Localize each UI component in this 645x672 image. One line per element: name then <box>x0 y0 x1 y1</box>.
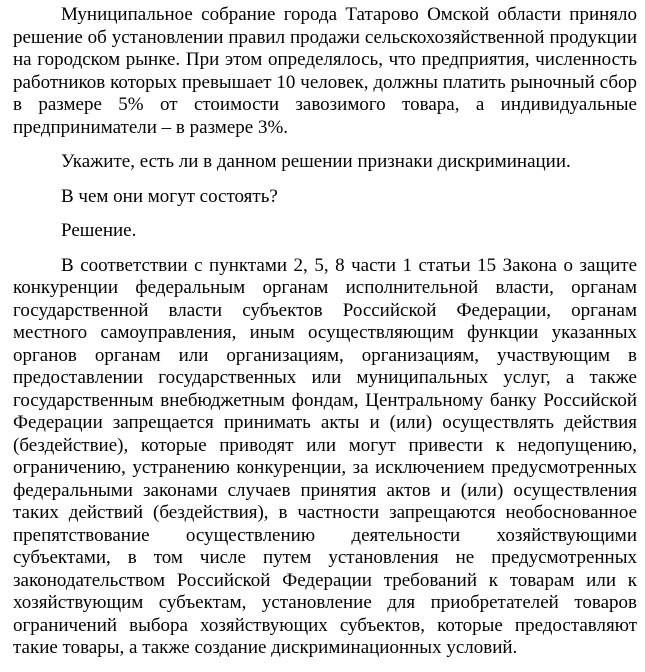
solution-paragraph: В соответствии с пунктами 2, 5, 8 части 1 статьи 15 Закона о защите конкуренции федеральным органам исполнительной власти, органам государственной власти субъектов Российской Федерации, органам местного самоуправления, иным осуществляющим функции указанных органов органам или организациям, организациям, участвующим в предоставлении государственных или муниципальных услуг, а также государственным внебюджетным фондам, Центральному банку Российской Федерации запрещается принимать акты и (или) осуществлять действия (бездействие), которые приводят или могут привести к недопущению, ограничению, устранению конкуренции, за исключением предусмотренных федеральными законами случаев принятия актов и (или) осуществления таких действий (бездействия), в частности запрещаются необоснованное препятствование осуществлению деятельности хозяйствующими субъектами, в том числе путем установления не предусмотренных законодательством Российской Федерации требований к товарам или к хозяйствующим субъектам, установление для приобретателей товаров ограничений выбора хозяйствующих субъектов, которые предоставляют такие товары, а также создание дискриминационных условий. <box>13 254 637 658</box>
document-page <box>13 4 637 660</box>
problem-statement-paragraph: Муниципальное собрание города Татарово Омской области приняло решение об установлении правил продажи сельскохозяйственной продукции на городском рынке. При этом определялось, что предприятия, численность работников которых превышает 10 человек, должны платить рыночный сбор в размере 5% от стоимости завозимого товара, а индивидуальные предприниматели – в размере 3%. <box>13 4 637 138</box>
solution-heading: Решение. <box>61 220 137 241</box>
question-what-consists: В чем они могут состоять? <box>61 185 278 207</box>
question-discrimination: Укажите, есть ли в данном решении признаки дискриминации. <box>61 151 571 172</box>
